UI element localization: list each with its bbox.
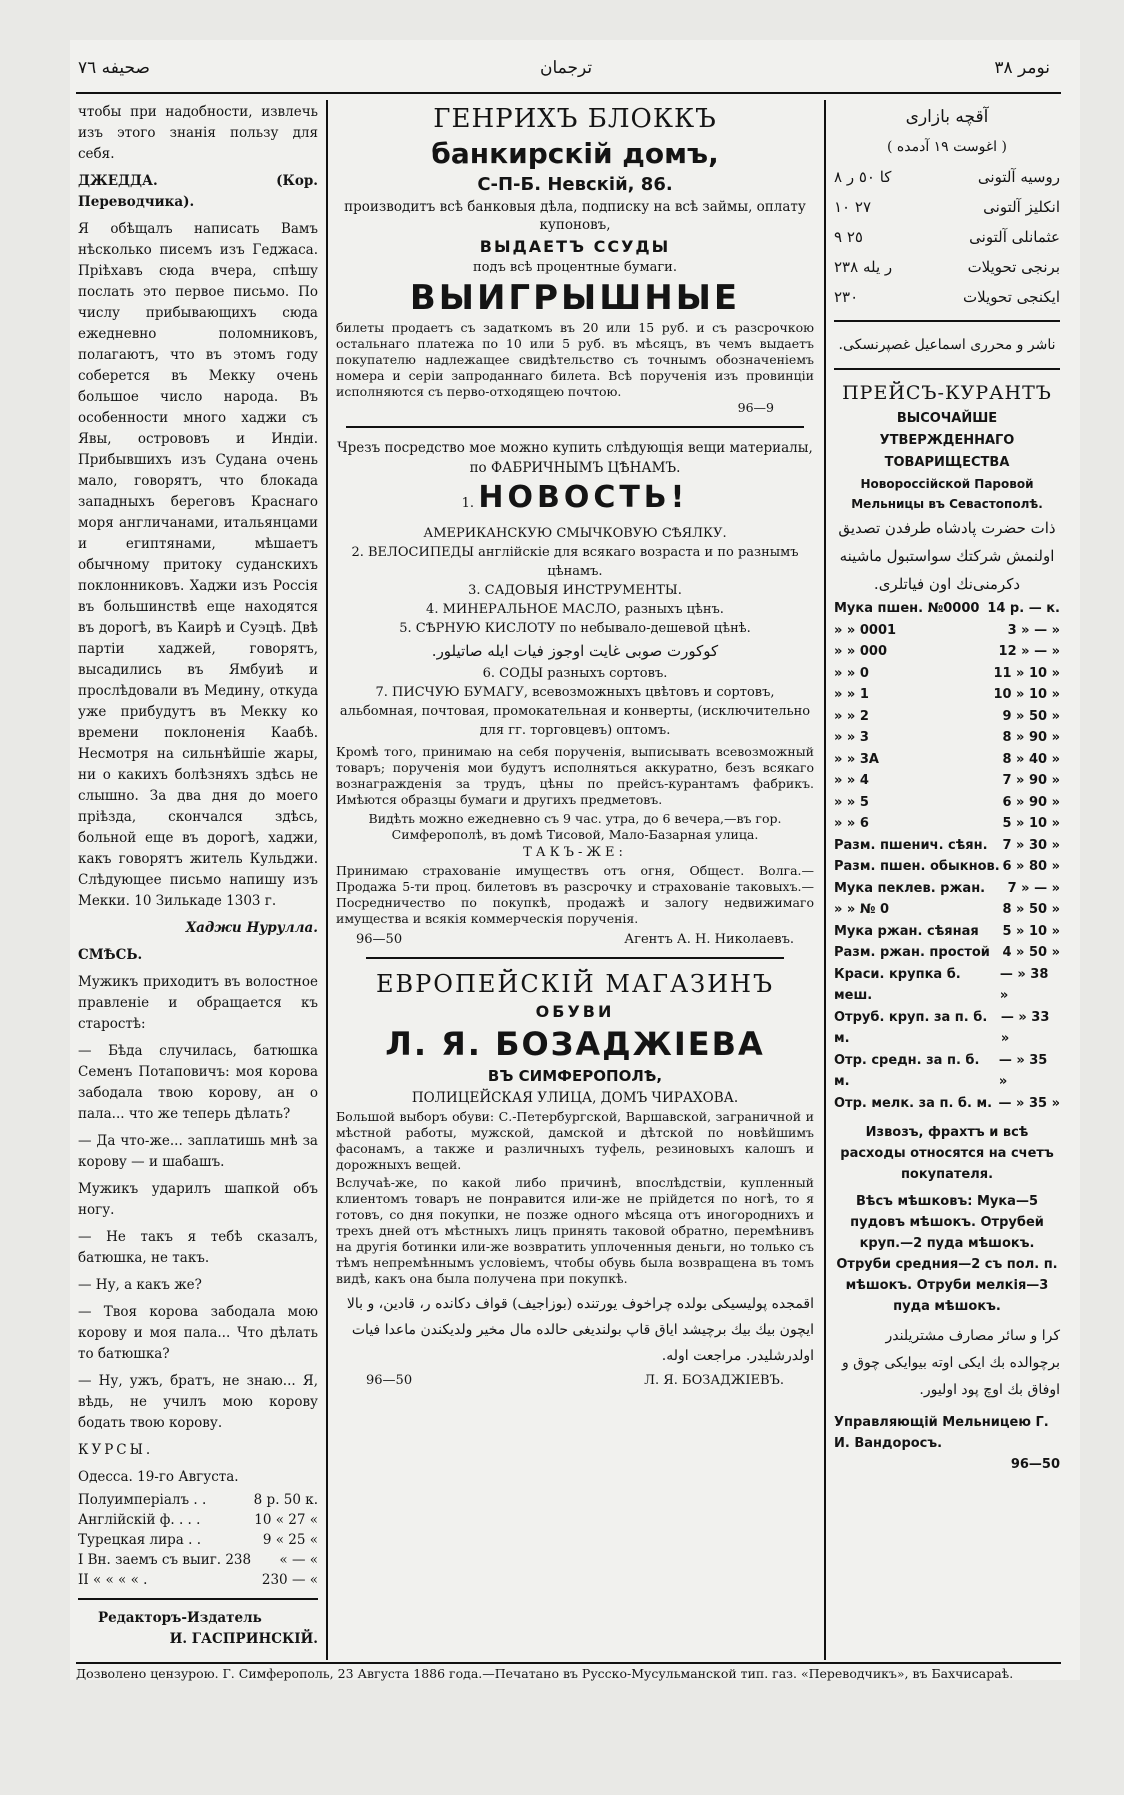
agent-footer — [336, 927, 814, 953]
shoe-text-2: Вслучаѣ-же, по какой либо причинѣ, впослѣдствіи, купленный клиентомъ товаръ не понравится или-же не прійдется по ногѣ, то я готовъ, со дня покупки, не позже одного мѣсяца отъ иногороднихъ и трехъ дней отъ мѣстныхъ лицъ принять таковой обратно, перемѣнивъ на другія ботинки или-же возвратить уплоченныя деньги, но только съ тѣмъ непремѣннымъ условіемъ, чтобы обувь была возвращена въ томъ видѣ, какъ она была получена при покупкѣ. — [336, 1175, 814, 1286]
price-row: Мука ржан. сѣяная 5 » 10 » — [834, 923, 1060, 939]
bank-type: банкирскій домъ, — [431, 137, 719, 170]
price-row: Разм. пшенич. сѣян. 7 » 30 » — [834, 837, 1060, 853]
agent-item: 6. СОДЫ разныхъ сортовъ. — [482, 666, 668, 681]
kursy-row: II « « « « . 230 — « — [78, 1572, 318, 1588]
dzhedda-title: ДЖЕДДА. (Кор. Переводчика). — [78, 173, 318, 210]
dzhedda-letter: Я обѣщалъ написать Вамъ нѣсколько писемъ изъ Геджаса. Пріѣхавъ сюда вчера, спѣшу послать это первое письмо. По числу прибывающихъ сюда ежедневно поломниковъ, полагаютъ, что въ этомъ году соберется въ Мекку очень большое число народа. Въ особенности много хаджи съ Явы, острововъ и Индіи. Прибывшихъ изъ Судана очень мало, говорятъ, что блокада западныхъ береговъ Краснаго моря англичанами, итальянцами и египтянами, мѣшаетъ обычному притоку суданскихъ поклонниковъ. Хаджи изъ Россія въ большинствѣ еще находятся въ дорогѣ, въ Каирѣ и Суэцѣ. Двѣ партіи хаджей, говорятъ, высадились въ Ямбуиѣ и прослѣдовали въ Медину, откуда уже прибудутъ въ Мекку ко времени поклоненія Каабѣ. Несмотря на сильнѣйшіе жары, ни о какихъ болѣзняхъ здѣсь не слышно. За два дня до моего пріѣзда, скончался здѣсь, больной еще въ дорогѣ, хаджи, какъ говорятъ житель Кульджи. Слѣдующее письмо напишу изъ Мекки. 10 Зилькаде 1303 г. — [78, 221, 318, 909]
price-row: Краси. крупка б. меш. — » 38 » — [834, 966, 1049, 1003]
bank-ad — [336, 102, 814, 416]
price-note-2: Вѣсъ мѣшковъ: Мука—5 пудовъ мѣшокъ. Отрубей круп.—2 пуда мѣшокъ. Отруби средния—2 съ пол. п. мѣшокъ. Отруби мелкія—3 пуда мѣшокъ. — [836, 1194, 1058, 1314]
agent-item: 4. МИНЕРАЛЬНОЕ МАСЛО, разныхъ цѣнъ. — [426, 602, 724, 617]
agent-item: 5. СѢРНУЮ КИСЛОТУ по небывало-дешевой цѣнѣ. — [399, 621, 751, 636]
shoe-ad — [336, 967, 814, 1393]
smes-line: — Бѣда случилась, батюшка Семенъ Потаповичъ: моя корова забодала твою корову, ан о пала... что же теперь дѣлать? — [78, 1043, 318, 1122]
price-arabic: ذات حضرت پادشاه طرفدن تصدیق اولنمش شرکتك سواستبول ماشینه دکرمنی‌نك اون فیاتلری. — [838, 519, 1056, 593]
editor-label: Редакторъ-Издатель — [98, 1610, 262, 1626]
price-row: Мука пшен. №0000 14 р. — к. — [834, 601, 1060, 616]
bank-name: ГЕНРИХЪ БЛОККЪ — [433, 104, 717, 134]
page-number-left: صحیفه ٧٦ — [78, 58, 150, 78]
agent-also: ТАКЪ-ЖЕ: — [523, 845, 627, 860]
market-rule — [834, 320, 1060, 322]
bank-address: С-П-Б. Невскій, 86. — [477, 174, 673, 195]
bank-loans-sub: подъ всѣ процентные бумаги. — [473, 260, 677, 275]
newspaper-page — [70, 40, 1080, 1680]
price-row: » » 5 6 » 90 » — [834, 794, 1060, 810]
smes-line: — Ну, а какъ же? — [78, 1277, 202, 1293]
bank-code: 96—9 — [737, 400, 774, 415]
editor-name: И. ГАСПРИНСКІЙ. — [169, 1631, 318, 1647]
price-row: » » 2 9 » 50 » — [834, 708, 1060, 724]
price-table — [834, 598, 1060, 1114]
bank-loans: ВЫДАЕТЪ ССУДЫ — [479, 237, 671, 256]
price-row: » » 6 5 » 10 » — [834, 816, 1060, 831]
agent-rule — [366, 957, 784, 959]
price-row: » » 000 12 » — » — [834, 644, 1060, 659]
market-row: برنجی تحویلات ر یله ٢٣٨ — [834, 258, 1060, 276]
novost-line — [336, 478, 814, 524]
agent-item: 3. САДОВЫЯ ИНСТРУМЕНТЫ. — [468, 583, 682, 598]
censor-line: Дозволено цензурою. Г. Симферополь, 23 Августа 1886 года.—Печатано въ Русско-Мусульманской тип. газ. «Переводчикъ», въ Бахчисараѣ. — [76, 1666, 1014, 1681]
kursy-row: Полуимперіалъ . . 8 р. 50 к. — [78, 1492, 318, 1508]
bank-body: билеты продаетъ съ задаткомъ въ 20 или 15 руб. и съ разсрочкою остальнаго платежа по 10 или 5 руб. въ мѣсяцъ, въ чемъ выдаетъ покупателю надлежащее свидѣтельство съ точнымъ обозначеніемъ номера и серіи запроданнаго билета. Всѣ порученія изъ провинціи исполняются съ перво-отходящею почтою. — [336, 320, 814, 399]
shoe-title: ЕВРОПЕЙСКІЙ МАГАЗИНЪ — [375, 970, 775, 998]
agent-hours: Видѣть можно ежедневно съ 9 час. утра, до 6 вечера,—въ гор. Симферополѣ, въ домѣ Тисовой, Мало-Базарная улица. — [368, 811, 782, 842]
kursy-table — [78, 1490, 318, 1590]
left-column — [78, 102, 318, 1656]
shoe-code: 96—50 — [366, 1373, 413, 1388]
manager: Управляющій Мельницею Г. И. Вандоросъ. — [834, 1415, 1049, 1451]
smes-line: Мужикъ приходитъ въ волостное правленіе и обращается къ старостѣ: — [78, 974, 318, 1032]
shoe-owner: Л. Я. БОЗАДЖІЕВА — [385, 1025, 765, 1063]
shoe-city: ВЪ СИМФЕРОПОЛѢ, — [487, 1067, 663, 1085]
bank-winning: ВЫИГРЫШНЫЕ — [409, 278, 741, 318]
publisher: ناشر و محرری اسماعیل غصپرنسکی. — [838, 337, 1056, 353]
smes-line: — Не такъ я тебѣ сказалъ, батюшка, не такъ. — [78, 1229, 318, 1266]
price-row: Разм. пшен. обыкнов. 6 » 80 » — [834, 859, 1060, 874]
price-title: ПРЕЙСЪ-КУРАНТЪ — [842, 382, 1052, 404]
shoe-arabic: اقمجده پولیسیکی بولده چراخوف یورتنده (بوزاجیف) قواف دکانده ر، قادین، و بالا ایچون بیك بیك برچیشد ایاق قاپ بولندیغی حالده مال مخیر ولدیکندن ماعدا فیات اولدرشلیدر. مراجعت اوله. — [346, 1296, 814, 1364]
agent-code: 96—50 — [356, 932, 403, 947]
smes-line: Мужикъ ударилъ шапкой объ ногу. — [78, 1181, 318, 1218]
agent-intro: Чрезъ посредство мое можно купить слѣдующія вещи материалы, по ФАБРИЧНЫМЪ ЦѢНАМЪ. — [337, 440, 813, 476]
smes-line: — Да что-же... заплатишь мнѣ за корову — и шабашъ. — [78, 1133, 318, 1170]
item-number: 1. — [461, 496, 475, 511]
market-table — [834, 162, 1060, 312]
price-company: Новороссійской Паровой Мельницы въ Севастополѣ. — [851, 477, 1043, 511]
price-row: Отр. средн. за п. б. м. — » 35 » — [834, 1052, 1048, 1089]
smes-line: — Ну, ужъ, братъ, не знаю... Я, вѣдь, не училъ мою корову бодать твою корову. — [78, 1373, 318, 1431]
price-arabic-2: کرا و سائر مصارف مشتریلندر برچوالده بك ایکی اوته بیوایکی چوق و اوفاق بك اوچ پود اولیور. — [841, 1328, 1060, 1398]
market-row: انکلیز آلتونی ٢٧ ١٠ — [834, 198, 1060, 216]
bank-rule — [346, 426, 804, 428]
price-row: » » 1 10 » 10 » — [834, 687, 1060, 702]
agent-arabic: کوکورت صوبی غایت اوجوز فیات ایله صاتیلور. — [431, 642, 719, 660]
shoe-footer — [336, 1369, 814, 1393]
agent-extra: Кромѣ того, принимаю на себя порученія, выписывать всевозможный товаръ; порученія мои будутъ исполняться аккуратно, безъ всякаго вознагражденія за трудъ, цѣны по прейсъ-курантамъ фабрикъ. Имѣются образцы бумаги и другихъ предметовъ. — [336, 744, 814, 807]
smes-title: СМѢСЬ. — [78, 947, 143, 963]
smes-line: — Твоя корова забодала мою корову и моя пала... Что дѣлать то батюшка? — [78, 1304, 318, 1362]
footer-rule — [76, 1662, 1061, 1664]
price-note-1: Извозъ, фрахтъ и всѣ расходы относятся на счетъ покупателя. — [840, 1125, 1054, 1182]
agent-item: 7. ПИСЧУЮ БУМАГУ, всевозможныхъ цвѣтовъ и сортовъ, альбомная, почтовая, промокательная и конверты, (исключительно для гг. торговцевъ) оптомъ. — [339, 685, 811, 738]
market-date: ( اغوست ١٩ آدمده ) — [886, 139, 1007, 155]
kursy-title: КУРСЫ. — [78, 1442, 154, 1458]
issue-number: نومر ٣٨ — [994, 58, 1050, 78]
kursy-row: Англійскій ф. . . . 10 « 27 « — [78, 1512, 318, 1528]
kursy-rule — [78, 1598, 318, 1600]
agent-insurance: Принимаю страхованіе имуществъ отъ огня, Общест. Волга.— Продажа 5-ти проц. билетовъ въ разсрочку и страхованіе таковыхъ.—Посредничество по покупкѣ, продажѣ и залогу недвижимаго имущества и всякія коммерческія порученія. — [336, 863, 814, 926]
price-row: » » 4 7 » 90 » — [834, 773, 1060, 788]
price-row: Отр. мелк. за п. б. м. — » 35 » — [834, 1095, 1060, 1111]
novost-heading: НОВОСТЬ! — [478, 480, 689, 515]
intro-text: чтобы при надобности, извлечь изъ этого знанія пользу для себя. — [78, 104, 318, 162]
price-row: » » 3 8 » 90 » — [834, 730, 1060, 745]
market-title: آقچه بازاری — [905, 107, 989, 127]
column-divider-right — [824, 100, 826, 1660]
shoe-signature: Л. Я. БОЗАДЖІЕВЪ. — [644, 1373, 784, 1388]
publisher-rule — [834, 368, 1060, 370]
price-approved: ВЫСОЧАЙШЕ УТВЕРЖДЕННАГО ТОВАРИЩЕСТВА — [879, 411, 1015, 470]
agent-item: АМЕРИКАНСКУЮ СМЫЧКОВУЮ СѢЯЛКУ. — [423, 526, 727, 541]
masthead-title: ترجمان — [540, 58, 593, 78]
header-rule — [76, 92, 1061, 94]
column-divider-left — [326, 100, 328, 1660]
bank-services: производитъ всѣ банковыя дѣла, подписку на всѣ займы, оплату купоновъ, — [344, 199, 806, 233]
price-row: Разм. ржан. простой 4 » 50 » — [834, 945, 1060, 960]
dzhedda-signature: Хаджи Нурулла. — [185, 920, 318, 936]
agent-signature: Агентъ А. Н. Николаевъ. — [624, 932, 794, 947]
price-row: » » 3А 8 » 40 » — [834, 751, 1060, 767]
market-row: عثمانلی آلتونی ٢٥ ٩ — [834, 228, 1060, 246]
agent-ad — [336, 438, 814, 953]
agent-item: 2. ВЕЛОСИПЕДЫ англійскіе для всякаго возраста и по разнымъ цѣнамъ. — [351, 545, 799, 579]
page-header — [70, 58, 1080, 86]
price-row: » » 0001 3 » — » — [834, 622, 1060, 638]
shoe-street: ПОЛИЦЕЙСКАЯ УЛИЦА, ДОМЪ ЧИРАХОВА. — [411, 1090, 739, 1106]
shoe-text-1: Большой выборъ обуви: С.-Петербургской, Варшавской, заграничной и мѣстной работы, мужской, дамской и дѣтской по новѣйшимъ фасонамъ, а также и различныхъ туфель, резиновыхъ калошъ и дорожныхъ вещей. — [336, 1109, 814, 1172]
manager-code: 96—50 — [1010, 1457, 1060, 1472]
price-row: Мука пеклев. ржан. 7 » — » — [834, 880, 1060, 896]
price-row: » » № 0 8 » 50 » — [834, 902, 1060, 917]
kursy-row: I Вн. заемъ съ выиг. 238 « — « — [78, 1552, 318, 1568]
price-row: » » 0 11 » 10 » — [834, 665, 1060, 681]
price-row: Отруб. круп. за п. б. м. — » 33 » — [834, 1009, 1050, 1046]
shoe-sub: ОБУВИ — [535, 1002, 615, 1021]
kursy-row: Турецкая лира . . 9 « 25 « — [78, 1532, 318, 1548]
market-row: ایکنجی تحویلات ٢٣٠ — [834, 288, 1060, 306]
market-row: روسیه آلتونی كا ٥٠ ر ٨ — [834, 168, 1060, 186]
middle-column — [336, 102, 814, 1393]
kursy-date: Одесса. 19-го Августа. — [78, 1469, 239, 1485]
right-column — [834, 102, 1060, 1475]
